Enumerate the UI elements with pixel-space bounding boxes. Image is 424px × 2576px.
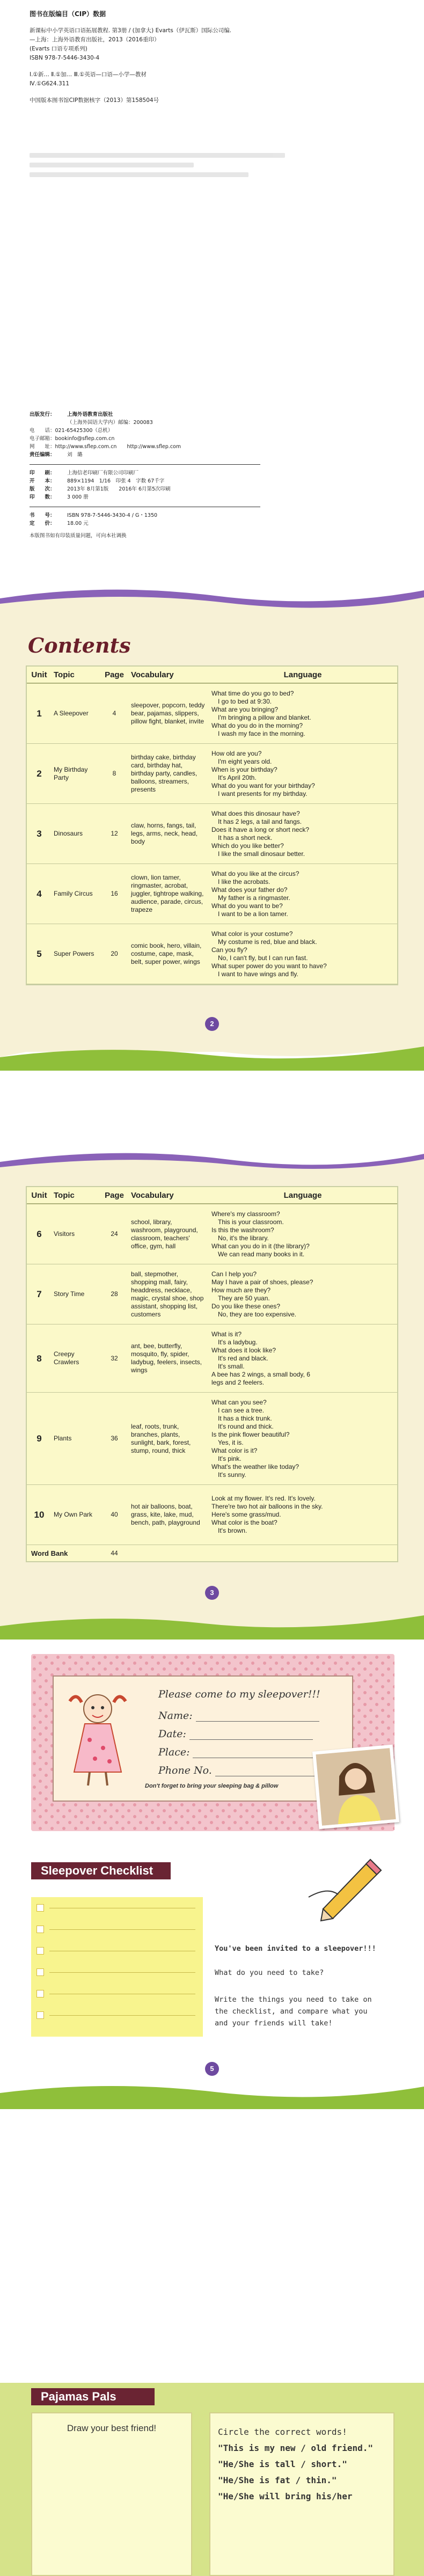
language-line: What are you bringing?	[211, 705, 279, 713]
pencil-icon	[306, 1854, 386, 1924]
faded-text-block	[30, 153, 394, 191]
check-row[interactable]	[31, 1940, 203, 1962]
page-ref: 24	[111, 1230, 118, 1238]
language-line: Can I help you?	[211, 1270, 257, 1278]
invitation-card	[53, 1675, 353, 1802]
cip-subject: Ⅰ.①新… Ⅱ.①加… Ⅲ.①英语—口语—小学—教材	[30, 71, 147, 78]
contents-table-b	[26, 1186, 398, 1562]
table-header: Unit Topic Page Vocabulary Language	[27, 667, 397, 684]
cip-line: 新课标中小学英语口语拓展教程. 第3册 / (加拿大) Evarts（伊瓦斯）国际公司编.	[30, 27, 232, 34]
unit-number: 3	[36, 829, 42, 839]
language-line: Can you fly?	[211, 946, 247, 954]
table-row	[27, 804, 397, 864]
language-line: I go to bed at 9:30.	[218, 697, 272, 705]
language-line: No, I can't fly, but I can run fast.	[218, 954, 308, 962]
topic: Family Circus	[54, 890, 93, 897]
check-row[interactable]	[31, 1983, 203, 2004]
language-line: I'm eight years old.	[218, 757, 272, 765]
language-line: Do you like these ones?	[211, 1302, 281, 1310]
language-line: What can you do in it (the library)?	[211, 1242, 310, 1250]
language-line: It has 2 legs, a tail and fangs.	[218, 817, 302, 825]
language-lines	[208, 1495, 397, 1535]
decorative-wave	[0, 2077, 424, 2109]
cip-line: (Evarts 口语专项系列)	[30, 46, 87, 52]
page-number: 5	[205, 2062, 219, 2076]
page-ref: 4	[112, 709, 116, 717]
decorative-wave	[0, 1602, 424, 1640]
checkbox[interactable]	[36, 1926, 44, 1933]
unit-number: 7	[36, 1289, 42, 1299]
girl-photo	[312, 1745, 399, 1829]
language-line: Does it have a long or short neck?	[211, 825, 310, 833]
circle-title: Circle the correct words!	[218, 2427, 347, 2437]
invite-place-field[interactable]: Place:	[158, 1746, 316, 1758]
decorative-wave	[0, 582, 424, 614]
vocabulary: clown, lion tamer, ringmaster, acrobat, juggler, tightrope walking, audience, parade, circus, trapeze	[131, 874, 204, 913]
language-line: I can see a tree.	[218, 1406, 265, 1414]
language-line: No, they are too expensive.	[218, 1310, 297, 1318]
language-line: It's red and black.	[218, 1354, 268, 1362]
language-line: May I have a pair of shoes, please?	[211, 1278, 313, 1286]
page-ref: 16	[111, 890, 118, 897]
table-header: Unit Topic Page Vocabulary Language	[27, 1187, 397, 1204]
language-lines	[208, 1210, 397, 1258]
draw-title: Draw your best friend!	[67, 2423, 157, 2433]
topic: Visitors	[54, 1230, 75, 1238]
invite-name-field[interactable]: Name:	[158, 1710, 319, 1722]
vocabulary: comic book, hero, villain, costume, cape, mask, belt, super power, wings	[131, 942, 202, 965]
language-line: It's round and thick.	[218, 1422, 274, 1430]
language-line: It has a thick trunk.	[218, 1414, 272, 1422]
topic: Dinosaurs	[54, 830, 83, 837]
language-line: It's April 20th.	[218, 773, 257, 781]
language-line: What does it look like?	[211, 1346, 276, 1354]
cip-isbn: ISBN 978-7-5446-3430-4	[30, 55, 100, 61]
language-line: What does this dinosaur have?	[211, 809, 300, 817]
language-line: Here's some grass/mud.	[211, 1511, 281, 1518]
language-line: What's the weather like today?	[211, 1462, 299, 1470]
unit-number: 1	[36, 708, 42, 719]
language-line: I want to have wings and fly.	[218, 970, 298, 978]
girl-photo-image	[316, 1748, 397, 1827]
language-line: Look at my flower. It's red. It's lovely.	[211, 1495, 316, 1502]
language-line: What do you do in the morning?	[211, 721, 303, 729]
language-line: Where's my classroom?	[211, 1210, 280, 1218]
language-line: What do you want for your birthday?	[211, 781, 315, 789]
checkbox[interactable]	[36, 2011, 44, 2019]
check-row[interactable]	[31, 1919, 203, 1940]
language-line: What color is your costume?	[211, 930, 293, 938]
table-row	[27, 864, 397, 924]
page-number: 3	[205, 1586, 219, 1600]
invite-footer: Don't forget to bring your sleeping bag & pillow	[145, 1783, 279, 1789]
language-line: How much are they?	[211, 1286, 271, 1294]
language-line: We can read many books in it.	[218, 1250, 305, 1258]
decorative-wave	[0, 1033, 424, 1071]
checkbox[interactable]	[36, 1968, 44, 1976]
vocabulary: birthday cake, birthday card, birthday hat, birthday party, candles, balloons, streamers, presents	[131, 753, 198, 793]
table-row	[27, 1264, 397, 1324]
language-line: How old are you?	[211, 749, 262, 757]
page-number: 2	[205, 1017, 219, 1031]
question-text: What do you need to take?	[215, 1968, 324, 1977]
circle-words-box	[209, 2412, 394, 2576]
page-ref: 20	[111, 950, 118, 957]
circle-question[interactable]: "He/She will bring his/her	[218, 2491, 353, 2501]
unit-number: 5	[36, 949, 42, 959]
language-line: I like the small dinosaur better.	[218, 850, 305, 858]
divider	[30, 464, 260, 465]
cip-line: —上海：上海外语教育出版社，2013（2016重印）	[30, 36, 160, 43]
unit-number: 10	[34, 1510, 45, 1520]
table-row	[27, 1324, 397, 1393]
instruction-text: Write the things you need to take on the checklist, and compare what you and your friends will take!	[215, 1995, 372, 2028]
language-line: What can you see?	[211, 1398, 267, 1406]
language-line: This is your classroom.	[218, 1218, 284, 1226]
language-line: It's brown.	[218, 1527, 247, 1534]
language-line: legs and 2 feelers.	[211, 1378, 265, 1386]
check-row[interactable]	[31, 2004, 203, 2026]
language-line: I wash my face in the morning.	[218, 729, 305, 737]
language-line: What color is the boat?	[211, 1519, 277, 1526]
circle-question[interactable]: "He/She is fat / thin."	[218, 2475, 337, 2485]
unit-number: 8	[36, 1353, 42, 1364]
word-bank-row: Word Bank 44	[31, 1549, 118, 1557]
table-row	[27, 1393, 397, 1485]
pajamas-pals-banner: Pajamas Pals	[31, 2388, 155, 2405]
language-line: No, it's the library.	[218, 1234, 269, 1242]
language-line: It's a ladybug.	[218, 1338, 258, 1346]
language-line: Is this the washroom?	[211, 1226, 274, 1234]
language-line: What does your father do?	[211, 885, 288, 894]
language-lines	[208, 1270, 397, 1319]
pub-header: 出版发行： 上海外语教育出版社	[30, 412, 113, 418]
language-lines	[208, 690, 397, 738]
circle-question[interactable]: "He/She is tall / short."	[218, 2459, 347, 2469]
check-row[interactable]	[31, 1897, 203, 1919]
vocabulary: hot air balloons, boat, grass, kite, lake, mud, bench, path, playground	[131, 1503, 200, 1526]
language-line: It has a short neck.	[218, 833, 273, 841]
language-line: It's small.	[218, 1362, 245, 1370]
language-line: What color is it?	[211, 1446, 258, 1454]
table-row	[27, 924, 397, 984]
unit-number: 4	[36, 889, 42, 899]
vocabulary: ball, stepmother, shopping mall, fairy, headdress, necklace, magic, crystal shoe, shop assistant, shopping list, customers	[131, 1270, 204, 1318]
language-line: My father is a ringmaster.	[218, 894, 290, 902]
checkbox[interactable]	[36, 1947, 44, 1955]
vocabulary: school, library, washroom, playground, classroom, teachers' office, gym, hall	[131, 1218, 198, 1250]
page-ref: 28	[111, 1290, 118, 1298]
vocabulary: leaf, roots, trunk, branches, plants, sunlight, bark, forest, stump, round, thick	[131, 1422, 191, 1454]
language-lines	[208, 870, 397, 918]
invite-phone-field[interactable]: Phone No.	[158, 1765, 317, 1776]
vocabulary: ant, bee, butterfly, mosquito, fly, spider, ladybug, feelers, insects, wings	[131, 1342, 202, 1374]
language-line: What do you like at the circus?	[211, 869, 299, 877]
sleepover-invitation	[31, 1654, 394, 1831]
page-ref: 8	[112, 770, 116, 777]
language-line: I want presents for my birthday.	[218, 789, 308, 797]
language-line: I like the acrobats.	[218, 877, 271, 885]
page-ref: 36	[111, 1435, 118, 1442]
page-ref: 32	[111, 1354, 118, 1362]
vocabulary: claw, horns, fangs, tail, legs, arms, neck, head, body	[131, 822, 198, 845]
sleepover-checklist-banner: Sleepover Checklist	[31, 1862, 171, 1879]
unit-number: 2	[36, 769, 42, 779]
language-line: There're two hot air balloons in the sky.	[211, 1503, 323, 1510]
table-row	[27, 1485, 397, 1545]
topic: Super Powers	[54, 950, 94, 957]
circle-question[interactable]: "This is my new / old friend."	[218, 2443, 373, 2453]
language-lines	[208, 930, 397, 978]
checklist-box	[31, 1897, 203, 2037]
topic: My Birthday Party	[54, 765, 88, 781]
invite-date-field[interactable]: Date:	[158, 1728, 313, 1740]
pub-note: 本版图书如有印装质量问题，可向本社调换	[30, 533, 127, 539]
language-line: What super power do you want to have?	[211, 962, 327, 970]
publisher-info: 出版发行： 上海外语教育出版社 （上海外国语大学内）邮编：200083 电 话：021-65425300（总机） 电子邮箱：bookinfo@sflep.com.cn 网 址：http://www.sflep.com.cn http://www.sflep.com 责任编辑： 刘 璐 印 刷： 上海信老印刷厂有限公司印刷厂 开 本： 889×1194 1/16 印张 4 字数 67千字 版 次： 2013年 8月第1版 2016年 6月第5次印刷 印 数： 3 000 册 书 号： ISBN 978-7-5446-3430-4 / G・1350 定 价： 18.00 元 本版图书如有印装质量问题，可向本社调换	[30, 411, 394, 540]
language-line: They are 50 yuan.	[218, 1294, 270, 1302]
topic: Creepy Crawlers	[54, 1350, 79, 1366]
language-line: A bee has 2 wings, a small body, 6	[211, 1370, 310, 1378]
topic: Plants	[54, 1435, 72, 1442]
checkbox[interactable]	[36, 1990, 44, 1997]
language-line: It's pink.	[218, 1454, 242, 1462]
draw-box[interactable]	[31, 2412, 192, 2576]
language-lines	[208, 1399, 397, 1479]
language-lines	[208, 1330, 397, 1387]
language-line: I'm bringing a pillow and blanket.	[218, 713, 311, 721]
language-lines	[208, 750, 397, 798]
language-line: I want to be a lion tamer.	[218, 910, 288, 918]
language-line: Is the pink flower beautiful?	[211, 1430, 290, 1438]
language-lines	[208, 810, 397, 858]
language-line: Yes, it is.	[218, 1438, 244, 1446]
language-line: What time do you go to bed?	[211, 689, 294, 697]
contents-title: Contents	[28, 633, 131, 657]
invite-heading: Please come to my sleepover!!!	[158, 1688, 320, 1700]
topic: Story Time	[54, 1290, 85, 1298]
language-line: My costume is red, blue and black.	[218, 938, 317, 946]
contents-table-a	[26, 665, 398, 985]
invited-text: You've been invited to a sleepover!!!	[215, 1944, 376, 1953]
page-ref: 40	[111, 1511, 118, 1518]
table-row	[27, 684, 397, 744]
topic: A Sleepover	[54, 709, 89, 717]
vocabulary: sleepover, popcorn, teddy bear, pajamas, slippers, pillow fight, blanket, invite	[131, 701, 205, 725]
language-line: When is your birthday?	[211, 765, 277, 773]
unit-number: 6	[36, 1229, 42, 1239]
check-row[interactable]	[31, 1962, 203, 1983]
page-ref: 12	[111, 830, 118, 837]
language-line: Which do you like better?	[211, 841, 284, 850]
girl-in-pajamas-icon	[65, 1686, 130, 1788]
language-line: What is it?	[211, 1330, 242, 1338]
table-row	[27, 1204, 397, 1264]
checkbox[interactable]	[36, 1904, 44, 1912]
decorative-wave	[0, 1143, 424, 1175]
language-line: What do you want to be?	[211, 902, 283, 910]
cip-title: 图书在版编目（CIP）数据	[30, 10, 106, 18]
topic: My Own Park	[54, 1511, 93, 1518]
language-line: It's sunny.	[218, 1470, 246, 1479]
unit-number: 9	[36, 1433, 42, 1444]
cip-data-block	[30, 10, 394, 105]
cip-copyright-page	[0, 0, 424, 601]
cip-classification: Ⅳ.①G624.311	[30, 80, 69, 87]
table-row	[27, 744, 397, 804]
cip-record: 中国版本图书馆CIP数据核字（2013）第158504号	[30, 97, 159, 104]
